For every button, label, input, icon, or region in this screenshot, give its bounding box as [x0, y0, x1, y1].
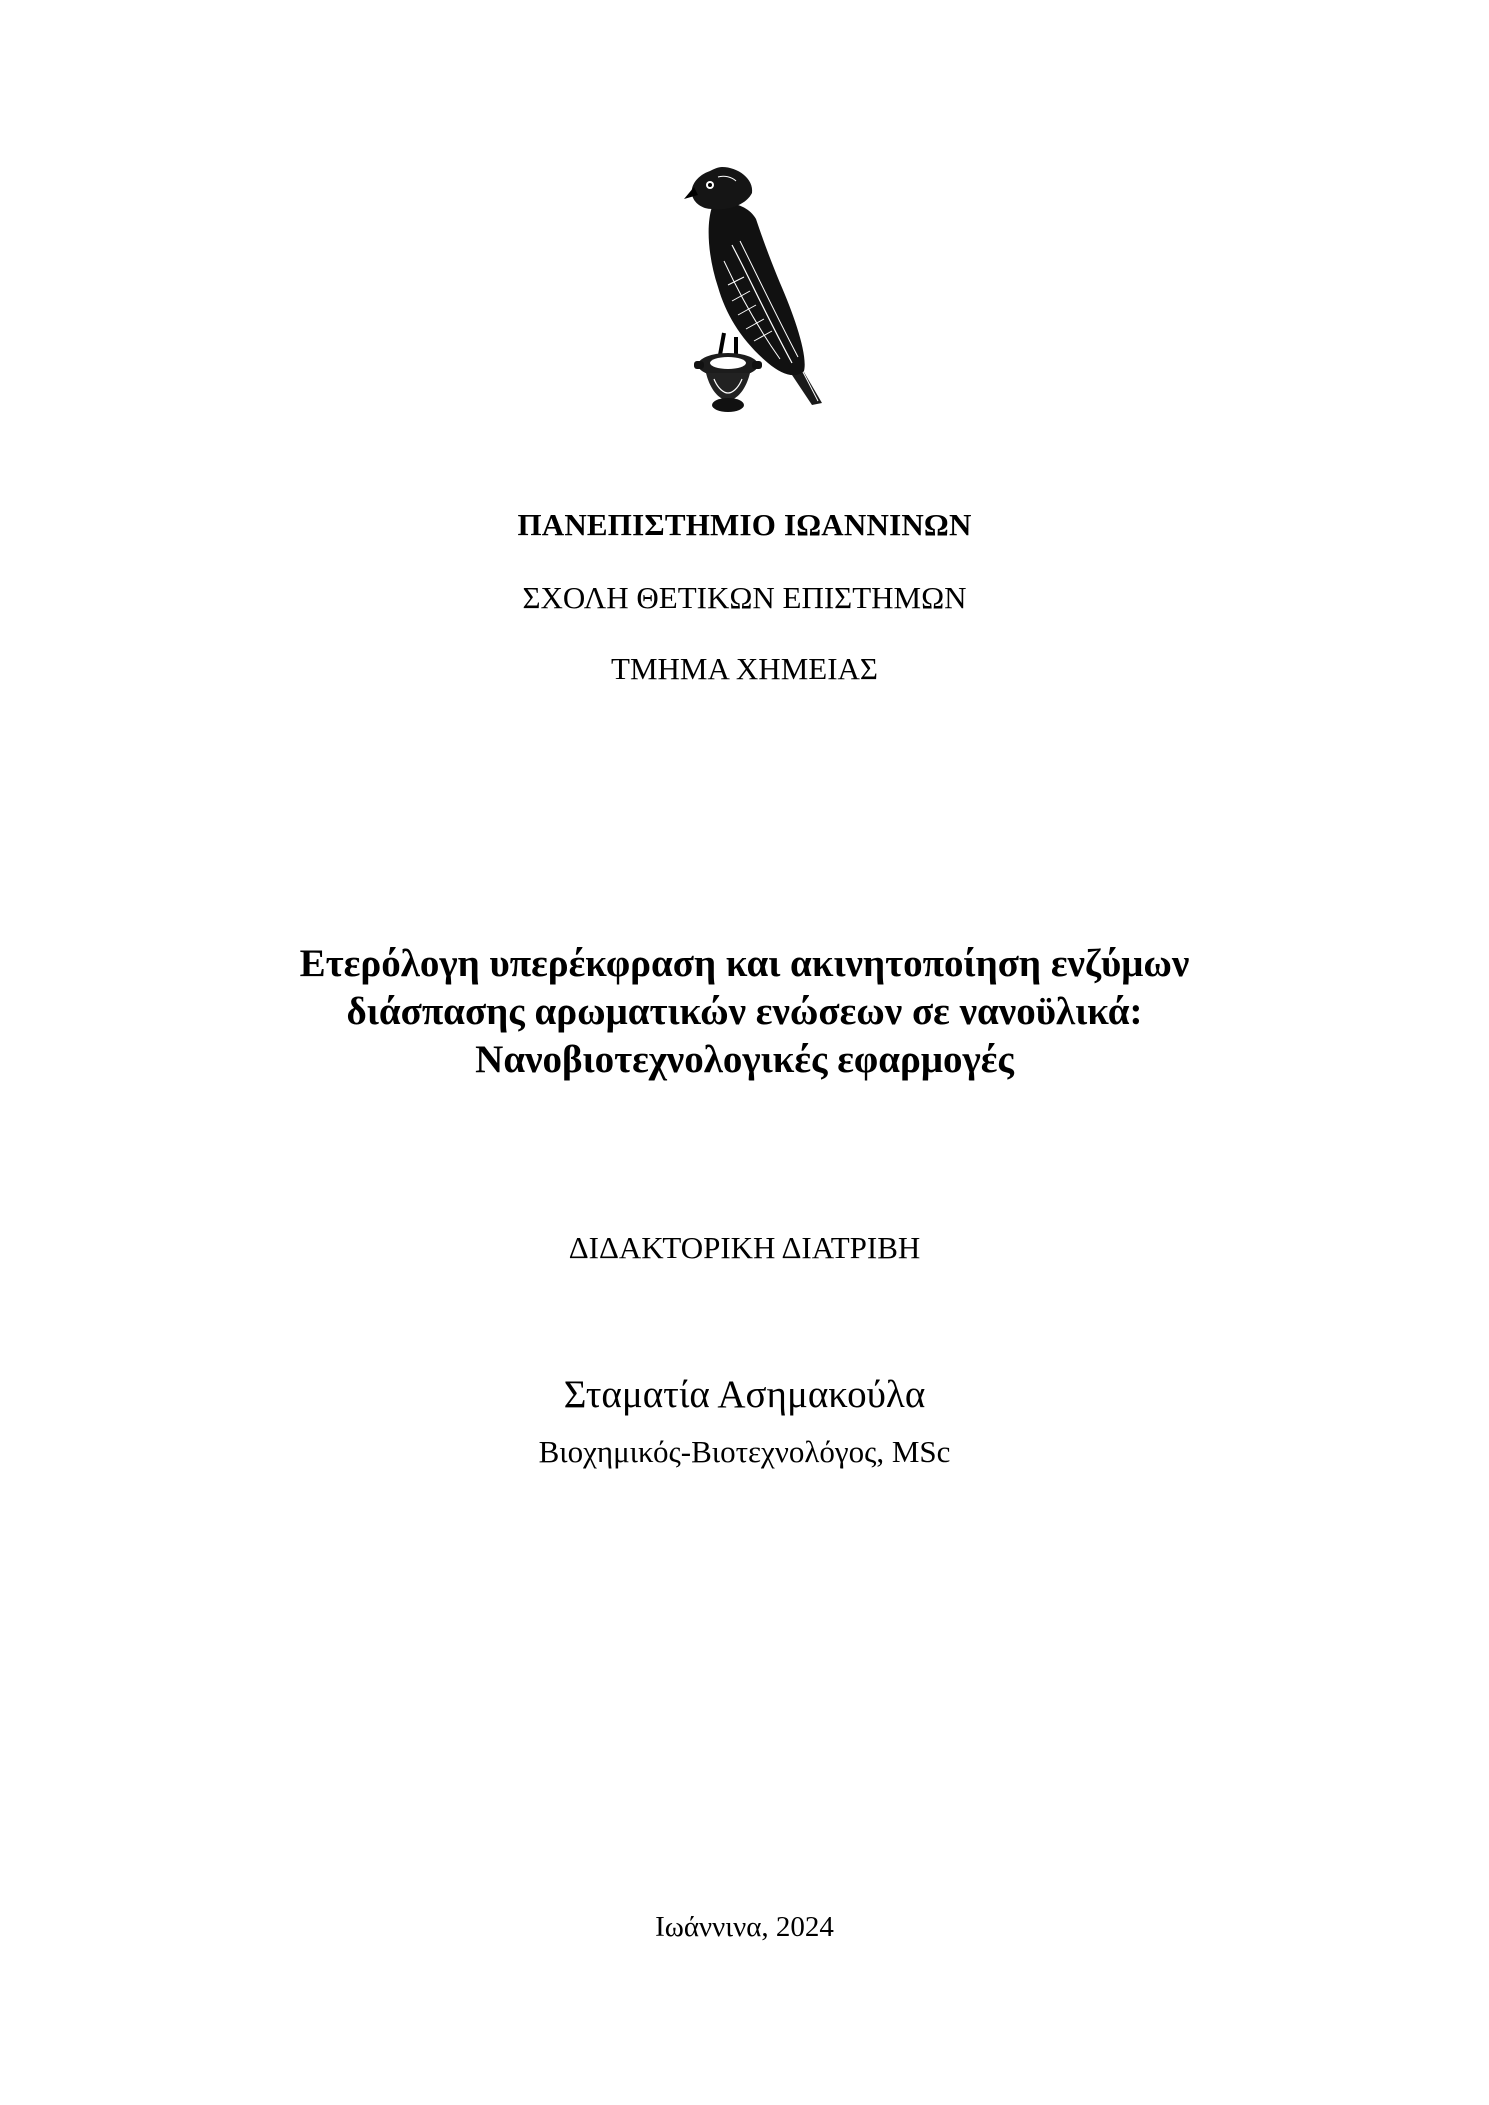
document-type: ΔΙΔΑΚΤΟΡΙΚΗ ΔΙΑΤΡΙΒΗ — [568, 1230, 921, 1265]
thesis-title-line: Νανοβιοτεχνολογικές εφαρμογές — [475, 1038, 1014, 1081]
author-credentials: Βιοχημικός-Βιοτεχνολόγος, MSc — [538, 1434, 951, 1469]
place-and-date: Ιωάννινα, 2024 — [655, 1911, 834, 1943]
university-name: ΠΑΝΕΠΙΣΤΗΜΙΟ ΙΩΑΝΝΙΝΩΝ — [517, 507, 972, 542]
department-name: ΤΜΗΜΑ ΧΗΜΕΙΑΣ — [611, 651, 878, 686]
school-name: ΣΧΟΛΗ ΘΕΤΙΚΩΝ ΕΠΙΣΤΗΜΩΝ — [522, 580, 967, 615]
thesis-title-line: διάσπασης αρωματικών ενώσεων σε νανοϋλικά: — [346, 990, 1143, 1033]
university-emblem-owl-icon — [684, 165, 834, 417]
author-name: Σταματία Ασημακούλα — [563, 1373, 926, 1416]
thesis-title — [0, 940, 1489, 1084]
thesis-title-line: Ετερόλογη υπερέκφραση και ακινητοποίηση ενζύμων — [299, 942, 1190, 985]
